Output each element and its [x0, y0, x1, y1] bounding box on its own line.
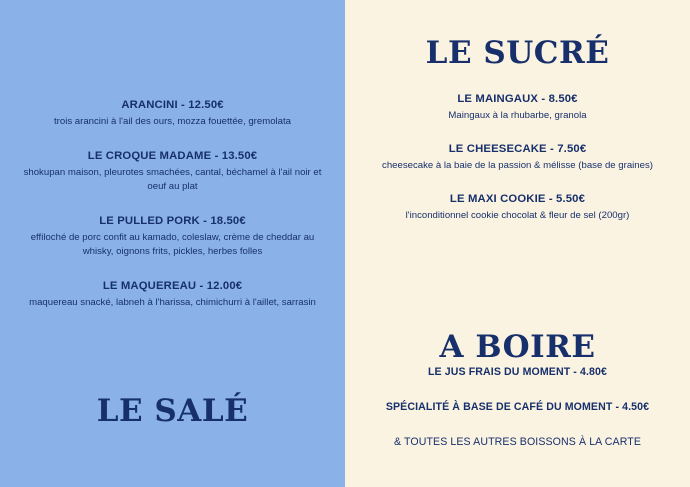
menu-item-name: LE PULLED PORK - 18.50€	[99, 214, 246, 227]
menu-item	[355, 142, 680, 173]
savoury-section-title: LE SALÉ	[96, 393, 249, 430]
drinks-section-title: A BOIRE	[439, 328, 596, 365]
menu-item-description: maquereau snacké, labneh à l'harissa, chimichurri à l'aillet, sarrasin	[29, 296, 316, 308]
menu-item-name: LE MAXI COOKIE - 5.50€	[449, 193, 586, 206]
menu-item	[14, 214, 331, 259]
menu-item-name: LE MAINGAUX - 8.50€	[457, 93, 578, 105]
menu-item-description: cheesecake à la baie de la passion & mélisse (base de graines)	[382, 160, 653, 172]
drinks-note: & TOUTES LES AUTRES BOISSONS À LA CARTE	[393, 435, 642, 448]
savoury-item-list	[0, 98, 345, 310]
sweet-section-title: LE SUCRÉ	[425, 34, 610, 71]
menu-item	[14, 98, 331, 129]
menu-item	[14, 149, 331, 194]
drink-item: SPÉCIALITÉ À BASE DE CAFÉ DU MOMENT - 4.50€	[385, 400, 650, 413]
sweet-item-list	[345, 92, 690, 242]
menu-item-description: Maingaux à la rhubarbe, granola	[448, 110, 587, 122]
drink-item: LE JUS FRAIS DU MOMENT - 4.80€	[427, 366, 607, 378]
menu-item	[355, 92, 680, 123]
menu-item	[355, 192, 680, 223]
menu-item-description: trois arancini à l'ail des ours, mozza fouettée, gremolata	[54, 116, 291, 128]
menu-item-name: LE CHEESECAKE - 7.50€	[448, 143, 587, 156]
menu-item-name: LE CROQUE MADAME - 13.50€	[87, 150, 258, 163]
drinks-list	[345, 366, 690, 448]
sweet-and-drinks-panel	[345, 0, 690, 487]
menu-item-description: shokupan maison, pleurotes smachées, cantal, béchamel à l'ail noir et oeuf au plat	[23, 167, 322, 193]
menu-item-name: ARANCINI - 12.50€	[121, 99, 224, 111]
menu-item	[14, 279, 331, 310]
menu-item-description: effiloché de porc confit au kamado, coleslaw, crème de cheddar au whisky, oignons frits, pickles, herbes folles	[30, 232, 315, 257]
menu-item-name: LE MAQUEREAU - 12.00€	[102, 279, 243, 292]
menu-item-description: l'inconditionnel cookie chocolat & fleur de sel (200gr)	[405, 210, 630, 222]
